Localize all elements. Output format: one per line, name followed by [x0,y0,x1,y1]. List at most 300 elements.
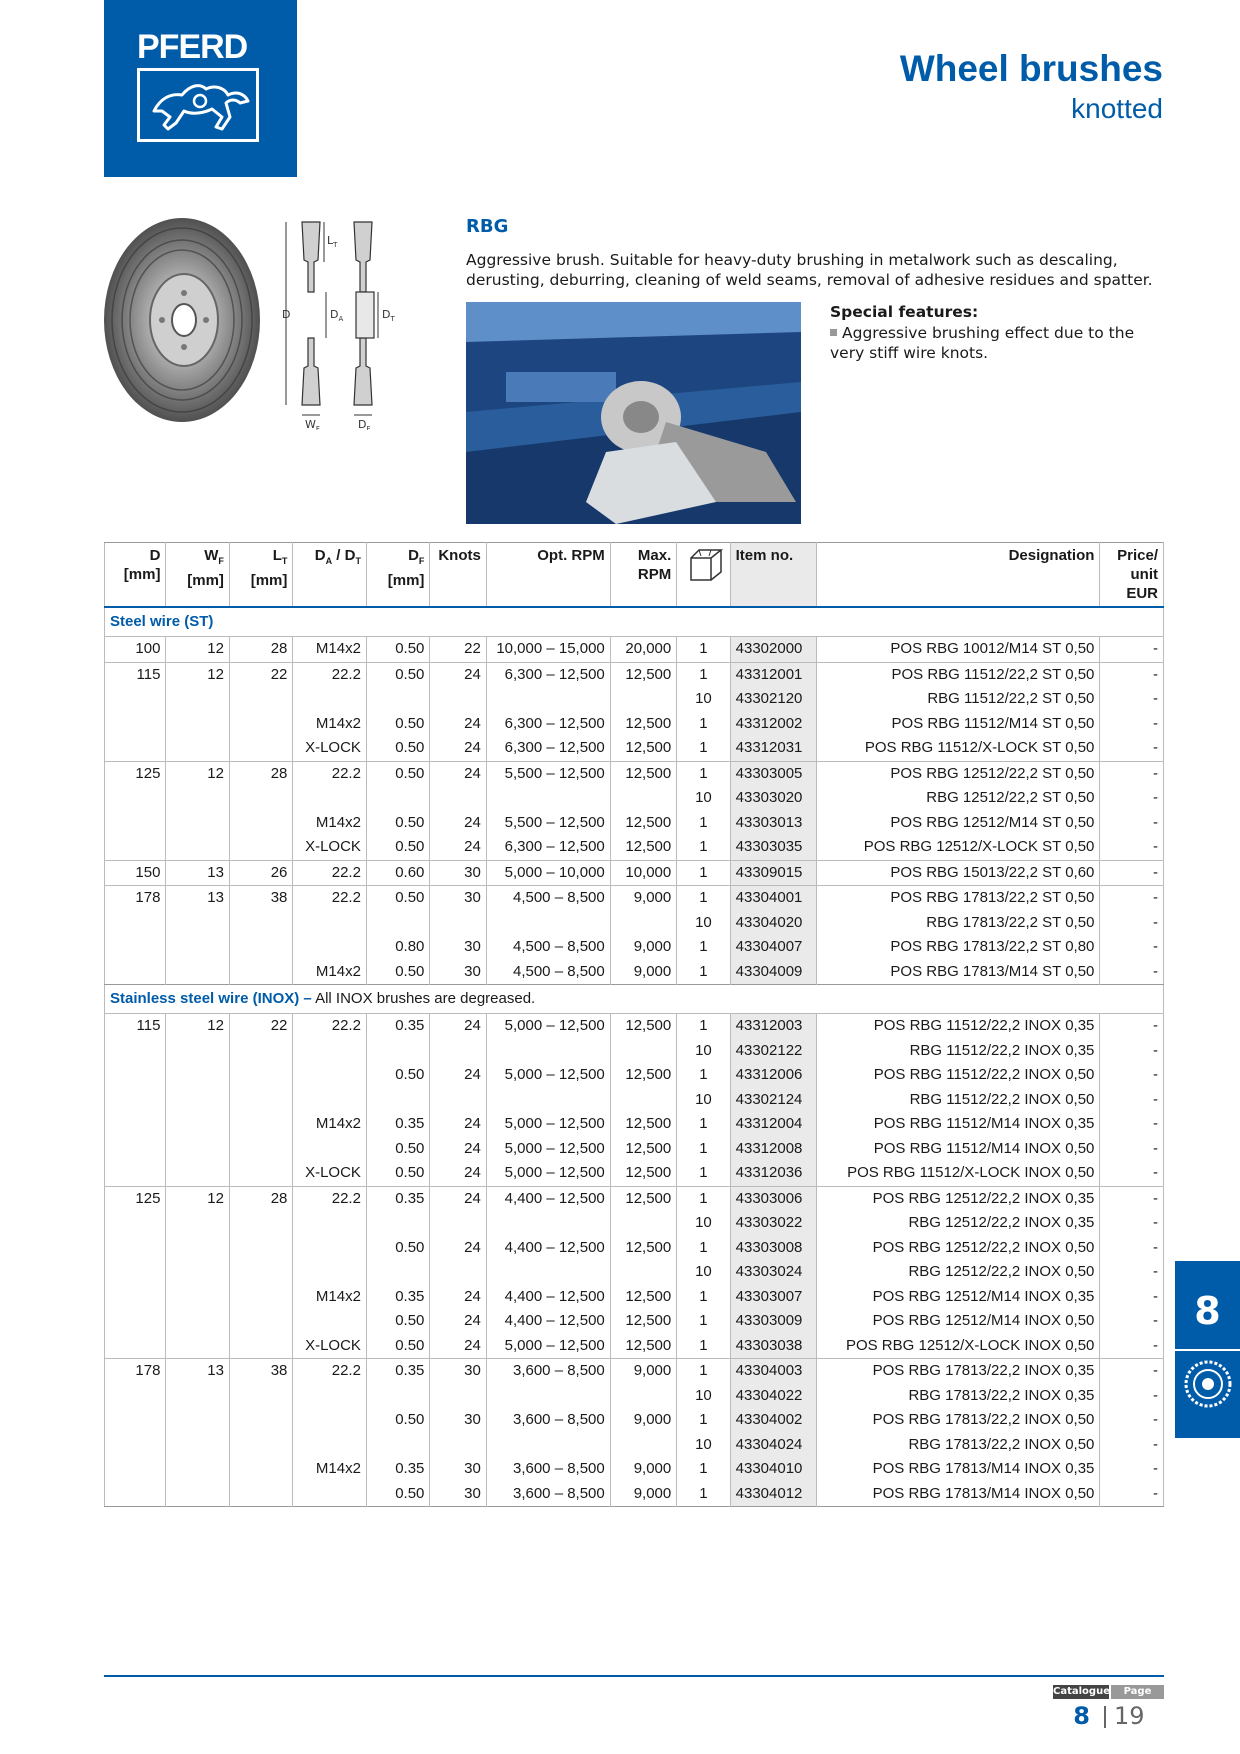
table-cell: 0.60 [366,860,429,886]
table-cell: 43304009 [730,960,817,985]
table-cell [105,811,166,836]
table-cell: 9,000 [610,1457,677,1482]
table-cell: 0.35 [366,1457,429,1482]
table-cell [166,1482,229,1507]
table-cell [105,1285,166,1310]
table-cell: RBG 17813/22,2 INOX 0,35 [817,1384,1100,1409]
table-cell: 4,500 – 8,500 [486,960,610,985]
table-cell [105,1063,166,1088]
table-cell [610,1433,677,1458]
table-cell: 5,000 – 12,500 [486,1334,610,1359]
table-cell: - [1100,637,1164,663]
table-cell: 12,500 [610,1161,677,1186]
table-cell: 5,000 – 12,500 [486,1014,610,1039]
table-cell: 22.2 [293,1014,367,1039]
table-cell: 0.50 [366,1482,429,1507]
table-cell [430,1211,486,1236]
table-cell: 43303024 [730,1260,817,1285]
table-cell: 43304007 [730,935,817,960]
table-cell: RBG 12512/22,2 INOX 0,35 [817,1211,1100,1236]
table-cell [105,1088,166,1113]
table-cell: - [1100,786,1164,811]
table-cell [105,911,166,936]
table-cell: POS RBG 12512/M14 INOX 0,35 [817,1285,1100,1310]
table-cell: 1 [677,835,730,860]
table-row [105,662,1164,687]
table-cell: - [1100,1088,1164,1113]
table-cell [166,835,229,860]
table-cell: M14x2 [293,811,367,836]
table-cell: - [1100,886,1164,911]
table-cell: 1 [677,1137,730,1162]
table-cell: 12,500 [610,1112,677,1137]
table-cell: POS RBG 11512/M14 INOX 0,50 [817,1137,1100,1162]
table-cell [105,835,166,860]
table-cell [610,1039,677,1064]
table-cell: - [1100,1457,1164,1482]
table-row [105,911,1164,936]
table-cell: 43302000 [730,637,817,663]
table-cell [166,1309,229,1334]
table-cell: 12,500 [610,662,677,687]
table-cell: 24 [430,662,486,687]
table-cell: 0.50 [366,835,429,860]
table-cell [105,1433,166,1458]
table-cell: 0.50 [366,1161,429,1186]
table-cell: 0.50 [366,761,429,786]
table-cell: 0.50 [366,712,429,737]
table-cell: 24 [430,761,486,786]
table-cell [166,1384,229,1409]
table-cell [229,736,292,761]
table-cell: 24 [430,1236,486,1261]
package-icon [687,546,725,584]
table-cell: 1 [677,1236,730,1261]
table-cell [229,1137,292,1162]
table-cell: M14x2 [293,1457,367,1482]
table-cell: 43312006 [730,1063,817,1088]
table-cell: 30 [430,1457,486,1482]
page-label: Page [1111,1685,1164,1699]
table-cell [366,687,429,712]
table-cell: 22 [229,662,292,687]
table-cell [293,1088,367,1113]
table-cell [105,1236,166,1261]
table-cell [486,1039,610,1064]
table-cell [166,1211,229,1236]
table-cell: 1 [677,811,730,836]
table-cell: 0.35 [366,1359,429,1384]
table-cell: 43303038 [730,1334,817,1359]
table-cell: 43304002 [730,1408,817,1433]
table-cell [166,1285,229,1310]
table-cell: 1 [677,1309,730,1334]
table-cell [229,786,292,811]
table-row [105,761,1164,786]
table-cell: 43312031 [730,736,817,761]
table-cell: 22.2 [293,860,367,886]
table-cell: 12 [166,1014,229,1039]
catalogue-number: 8 [1073,1702,1090,1730]
table-row [105,1161,1164,1186]
table-cell: 1 [677,1186,730,1211]
col-da-dt: $D_A / D_T$ [293,543,367,608]
table-cell: - [1100,1039,1164,1064]
table-cell: 3,600 – 8,500 [486,1457,610,1482]
table-cell: 24 [430,1309,486,1334]
table-cell: 24 [430,736,486,761]
table-cell [229,1236,292,1261]
table-cell: - [1100,811,1164,836]
table-cell: 30 [430,935,486,960]
table-cell [366,1433,429,1458]
table-cell: POS RBG 12512/22,2 INOX 0,35 [817,1186,1100,1211]
table-cell [610,911,677,936]
table-cell [430,1260,486,1285]
wheel-brush-image [100,215,260,425]
table-cell: 100 [105,637,166,663]
table-row [105,886,1164,911]
table-cell [610,786,677,811]
table-cell [430,911,486,936]
table-cell: 9,000 [610,886,677,911]
table-cell: 24 [430,1334,486,1359]
table-cell [229,687,292,712]
table-cell: - [1100,736,1164,761]
col-designation: Designation [817,543,1100,608]
table-cell [105,1457,166,1482]
product-description: Aggressive brush. Suitable for heavy-duty brushing in metalwork such as descaling, derusting, deburring, cleaning of weld seams, removal of adhesive residues and spatter. [466,251,1153,289]
table-cell [166,1457,229,1482]
chapter-number: 8 [1194,1289,1221,1333]
table-cell: POS RBG 12512/M14 INOX 0,50 [817,1309,1100,1334]
table-cell [229,960,292,985]
table-cell: 125 [105,761,166,786]
table-cell [105,1211,166,1236]
table-cell: 5,500 – 12,500 [486,811,610,836]
table-cell: 38 [229,886,292,911]
table-cell: 30 [430,1359,486,1384]
table-cell: POS RBG 11512/M14 ST 0,50 [817,712,1100,737]
table-cell: 0.50 [366,637,429,663]
table-cell: 1 [677,1112,730,1137]
table-cell [105,687,166,712]
table-cell: 1 [677,1359,730,1384]
table-row [105,687,1164,712]
table-cell: - [1100,1309,1164,1334]
table-cell: 1 [677,662,730,687]
table-cell: - [1100,1260,1164,1285]
table-cell: 13 [166,886,229,911]
table-cell: 43303005 [730,761,817,786]
table-cell: 1 [677,736,730,761]
table-row [105,1433,1164,1458]
table-cell [166,911,229,936]
table-row [105,736,1164,761]
table-row [105,1236,1164,1261]
table-cell: 28 [229,761,292,786]
table-cell: 22.2 [293,886,367,911]
table-cell: POS RBG 17813/22,2 ST 0,50 [817,886,1100,911]
col-pack [677,543,730,608]
table-cell [293,935,367,960]
brand-name: PFERD [137,28,248,66]
table-cell: 22 [229,1014,292,1039]
table-cell: 12,500 [610,736,677,761]
table-cell [166,1408,229,1433]
table-cell: POS RBG 11512/X-LOCK INOX 0,50 [817,1161,1100,1186]
diagram-label-dt: $D_T$ [382,308,395,323]
table-cell [610,1260,677,1285]
table-cell [430,1433,486,1458]
table-cell [105,1260,166,1285]
table-cell [229,835,292,860]
table-cell: X-LOCK [293,1334,367,1359]
table-cell: 24 [430,1014,486,1039]
table-cell: 12,500 [610,1236,677,1261]
table-cell: 115 [105,662,166,687]
col-price: Price/ unit EUR [1100,543,1164,608]
table-cell: 1 [677,960,730,985]
table-cell: 1 [677,1334,730,1359]
table-cell: POS RBG 11512/22,2 ST 0,50 [817,662,1100,687]
table-row [105,1359,1164,1384]
table-row [105,1408,1164,1433]
table-cell: 125 [105,1186,166,1211]
col-wf: $W_F$ [mm] [166,543,229,608]
table-cell: 9,000 [610,1408,677,1433]
table-cell: 43304010 [730,1457,817,1482]
table-cell: - [1100,935,1164,960]
table-cell: 43312036 [730,1161,817,1186]
table-cell: 12,500 [610,1309,677,1334]
table-cell [366,1211,429,1236]
table-cell [229,1433,292,1458]
table-cell: 0.80 [366,935,429,960]
table-cell [430,1088,486,1113]
table-cell: 43309015 [730,860,817,886]
table-cell [105,786,166,811]
table-cell: 4,400 – 12,500 [486,1186,610,1211]
table-cell: 22 [430,637,486,663]
table-cell: 115 [105,1014,166,1039]
table-cell: 5,000 – 12,500 [486,1112,610,1137]
table-cell: 22.2 [293,1186,367,1211]
application-photo [466,302,801,524]
table-cell: POS RBG 17813/M14 INOX 0,50 [817,1482,1100,1507]
table-row [105,1039,1164,1064]
table-cell: POS RBG 17813/22,2 INOX 0,35 [817,1359,1100,1384]
table-cell: 0.35 [366,1186,429,1211]
table-cell [229,1384,292,1409]
table-cell: - [1100,911,1164,936]
table-cell [293,786,367,811]
table-cell [229,1211,292,1236]
table-cell: POS RBG 17813/22,2 INOX 0,50 [817,1408,1100,1433]
table-cell: 22.2 [293,1359,367,1384]
table-cell [105,1408,166,1433]
table-cell: - [1100,712,1164,737]
product-code: RBG [466,216,509,237]
table-cell: M14x2 [293,1285,367,1310]
table-cell [610,1088,677,1113]
table-cell [166,1063,229,1088]
table-cell [105,960,166,985]
table-row [105,786,1164,811]
table-cell: 10 [677,1433,730,1458]
table-cell: 3,600 – 8,500 [486,1359,610,1384]
table-cell [166,1433,229,1458]
table-row [105,1285,1164,1310]
table-cell: 5,500 – 12,500 [486,761,610,786]
table-cell [293,1482,367,1507]
special-features-item [830,323,1170,363]
table-cell: RBG 12512/22,2 INOX 0,50 [817,1260,1100,1285]
table-cell: X-LOCK [293,1161,367,1186]
table-cell [486,786,610,811]
table-cell [229,1161,292,1186]
table-cell: 12,500 [610,1137,677,1162]
table-cell: 178 [105,886,166,911]
diagram-label-da: $D_A$ [330,308,344,323]
page-title: Wheel brushes [899,48,1163,89]
table-cell: 12,500 [610,835,677,860]
table-cell: 3,600 – 8,500 [486,1408,610,1433]
table-cell: 43312002 [730,712,817,737]
table-cell [486,1433,610,1458]
table-cell [610,1211,677,1236]
col-d: D [mm] [105,543,166,608]
table-cell: 43303022 [730,1211,817,1236]
table-cell [366,786,429,811]
table-cell: RBG 12512/22,2 ST 0,50 [817,786,1100,811]
table-cell: 28 [229,637,292,663]
table-cell [486,911,610,936]
table-row [105,1014,1164,1039]
table-cell: 6,300 – 12,500 [486,736,610,761]
table-cell: 1 [677,712,730,737]
table-cell: 10,000 – 15,000 [486,637,610,663]
table-cell: 1 [677,860,730,886]
table-cell: M14x2 [293,960,367,985]
table-cell: 0.50 [366,662,429,687]
table-cell: 24 [430,835,486,860]
table-cell: 1 [677,1014,730,1039]
table-cell: 12,500 [610,1285,677,1310]
table-cell [486,687,610,712]
table-cell: - [1100,1433,1164,1458]
table-cell: 0.35 [366,1112,429,1137]
table-cell: RBG 11512/22,2 INOX 0,35 [817,1039,1100,1064]
table-cell: 24 [430,1186,486,1211]
table-cell: 12,500 [610,1063,677,1088]
table-cell: 30 [430,860,486,886]
table-cell: POS RBG 12512/22,2 INOX 0,50 [817,1236,1100,1261]
table-cell: RBG 11512/22,2 INOX 0,50 [817,1088,1100,1113]
table-cell: 10 [677,1260,730,1285]
table-cell [366,1039,429,1064]
table-cell: 13 [166,860,229,886]
table-cell: 12,500 [610,1186,677,1211]
col-item-no: Item no. [730,543,817,608]
table-cell [293,1384,367,1409]
table-cell [366,911,429,936]
table-cell [105,1482,166,1507]
page-subtitle: knotted [1071,93,1163,124]
table-cell: 24 [430,1063,486,1088]
table-row [105,712,1164,737]
table-cell: 30 [430,1408,486,1433]
table-cell: 43312004 [730,1112,817,1137]
table-cell: - [1100,687,1164,712]
table-cell: POS RBG 10012/M14 ST 0,50 [817,637,1100,663]
table-cell: 1 [677,637,730,663]
table-cell: 10 [677,1384,730,1409]
table-cell [105,712,166,737]
table-cell: 22.2 [293,662,367,687]
table-cell: 0.50 [366,960,429,985]
table-cell: 0.50 [366,886,429,911]
table-cell: 6,300 – 12,500 [486,662,610,687]
table-cell: 22.2 [293,761,367,786]
table-row [105,1063,1164,1088]
section-row-inox: Stainless steel wire (INOX) – All INOX brushes are degreased. [105,985,1164,1014]
table-cell: 43312001 [730,662,817,687]
table-cell [293,1137,367,1162]
table-cell: - [1100,1186,1164,1211]
table-cell [105,736,166,761]
table-cell: 6,300 – 12,500 [486,835,610,860]
table-cell: 43302120 [730,687,817,712]
table-cell: POS RBG 17813/M14 ST 0,50 [817,960,1100,985]
table-cell [229,935,292,960]
table-cell: 43304003 [730,1359,817,1384]
section-row-steel: Steel wire (ST) [105,607,1164,637]
table-cell: - [1100,1482,1164,1507]
table-cell: 43312003 [730,1014,817,1039]
table-cell: M14x2 [293,637,367,663]
table-cell: 43303008 [730,1236,817,1261]
table-row [105,1334,1164,1359]
table-cell: 24 [430,1161,486,1186]
table-cell: - [1100,860,1164,886]
table-cell: 9,000 [610,1482,677,1507]
table-cell [166,811,229,836]
table-cell: 1 [677,1285,730,1310]
table-cell: 24 [430,811,486,836]
table-cell: 10 [677,1039,730,1064]
table-cell: - [1100,662,1164,687]
table-cell: 5,000 – 12,500 [486,1063,610,1088]
table-cell [105,1137,166,1162]
col-df: $D_F$ [mm] [366,543,429,608]
table-cell [486,1384,610,1409]
table-cell: 0.50 [366,811,429,836]
table-row [105,1211,1164,1236]
table-cell [166,1112,229,1137]
chapter-tab [1175,1261,1240,1438]
horse-emblem-icon [137,68,259,142]
table-row [105,960,1164,985]
table-cell: 4,400 – 12,500 [486,1285,610,1310]
table-cell [229,1285,292,1310]
table-cell: 12,500 [610,811,677,836]
table-cell [229,1063,292,1088]
table-row [105,1384,1164,1409]
table-cell: 10 [677,687,730,712]
table-cell [166,1161,229,1186]
table-cell: X-LOCK [293,736,367,761]
